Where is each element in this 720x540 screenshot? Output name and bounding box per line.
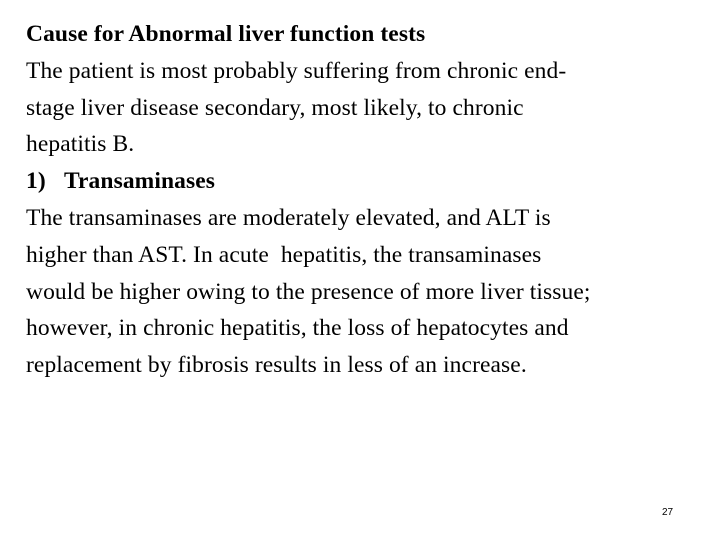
body-line: would be higher owing to the presence of more liver tissue; bbox=[26, 278, 591, 305]
slide-heading: Cause for Abnormal liver function tests bbox=[26, 21, 426, 47]
page-number: 27 bbox=[662, 507, 674, 518]
intro-line: The patient is most probably suffering from chronic end- bbox=[26, 57, 567, 84]
section-number: 1) bbox=[26, 168, 46, 195]
slide-text-block bbox=[26, 16, 716, 384]
intro-line: hepatitis B. bbox=[26, 131, 135, 158]
body-line: higher than AST. In acute hepatitis, the transaminases bbox=[26, 241, 542, 268]
body-line: replacement by fibrosis results in less of an increase. bbox=[26, 352, 527, 379]
section-title: Transaminases bbox=[64, 168, 216, 195]
body-line: however, in chronic hepatitis, the loss of hepatocytes and bbox=[26, 315, 569, 342]
intro-line: stage liver disease secondary, most likely, to chronic bbox=[26, 94, 524, 121]
section-heading bbox=[26, 163, 716, 200]
body-line: The transaminases are moderately elevated, and ALT is bbox=[26, 204, 551, 231]
